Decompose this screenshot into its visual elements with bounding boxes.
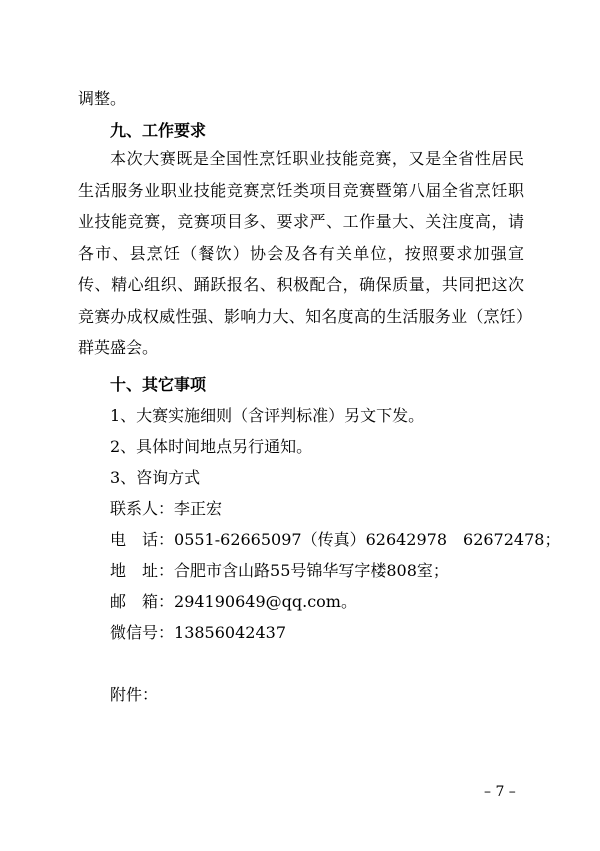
contact-wechat-value: 13856042437 xyxy=(174,623,286,642)
contact-email-label: 邮 箱： xyxy=(110,592,175,611)
section-9-body: 本次大赛既是全国性烹饪职业技能竞赛，又是全省性居民生活服务业职业技能竞赛烹饪类项目竞赛暨第八届全省烹饪职业技能竞赛，竞赛项目多、要求严、工作量大、关注度高，请各市、县烹饪（餐饮）协会及各有关单位，按照要求加强宣传、精心组织、踊跃报名、积极配合，确保质量，共同把这次竞赛办成权威性强、影响力大、知名度高的生活服务业（烹饪）群英盛会。 xyxy=(78,149,524,357)
section-9-heading: 九、工作要求 xyxy=(110,121,207,140)
contact-address xyxy=(110,558,449,581)
contact-person xyxy=(110,496,222,519)
section-10-item-3: 3、咨询方式 xyxy=(110,468,201,487)
section-10-heading: 十、其它事项 xyxy=(110,375,207,394)
section-10-item-2: 2、具体时间地点另行通知。 xyxy=(110,437,313,456)
section-10-item-1: 1、大赛实施细则（含评判标准）另文下发。 xyxy=(110,406,425,425)
contact-wechat xyxy=(110,620,286,643)
page-number: – 7 – xyxy=(484,784,516,800)
contact-email xyxy=(110,589,357,612)
contact-address-label: 地 址： xyxy=(110,561,175,580)
continuation-text: 调整。 xyxy=(78,89,127,108)
contact-email-value: 294190649@qq.com。 xyxy=(174,592,357,611)
attachment-label: 附件： xyxy=(110,685,159,704)
contact-person-value: 李正宏 xyxy=(174,499,223,518)
contact-wechat-label: 微信号： xyxy=(110,623,175,642)
contact-phone-label: 电 话： xyxy=(110,530,175,549)
contact-person-label: 联系人： xyxy=(110,499,175,518)
contact-phone xyxy=(110,527,560,550)
contact-address-value: 合肥市含山路55号锦华写字楼808室； xyxy=(174,561,449,580)
contact-phone-value: 0551-62665097（传真）62642978 62672478； xyxy=(174,530,561,549)
